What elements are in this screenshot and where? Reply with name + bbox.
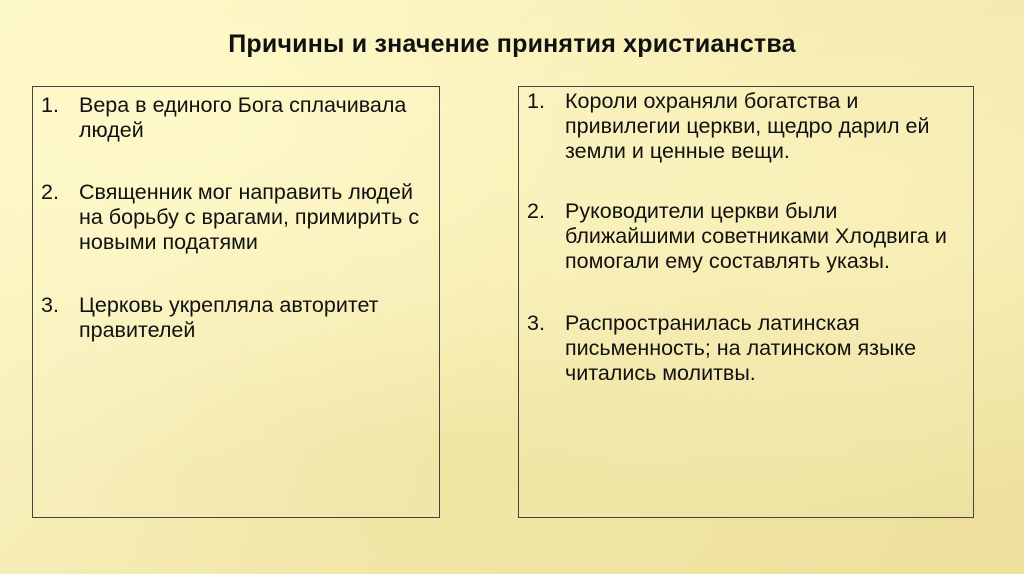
list-item — [41, 293, 433, 343]
item-text: Вера в единого Бога сплачивала людей — [79, 93, 407, 142]
item-number: 3. — [41, 293, 59, 317]
reasons-box — [32, 86, 440, 518]
list-item — [527, 311, 967, 386]
item-number: 1. — [527, 89, 545, 113]
slide-title: Причины и значение принятия христианства — [228, 30, 796, 58]
item-number: 3. — [527, 311, 545, 335]
item-text: Распространилась латинская письменность; на латинском языке читались молитвы. — [565, 311, 917, 385]
item-number: 2. — [527, 199, 545, 223]
item-number: 2. — [41, 180, 59, 204]
reasons-list — [41, 93, 433, 343]
list-item — [527, 89, 967, 164]
list-item — [41, 93, 433, 143]
item-text: Короли охраняли богатства и привилегии церкви, щедро дарил ей земли и ценные вещи. — [565, 89, 930, 163]
item-text: Церковь укрепляла авторитет правителей — [79, 293, 379, 342]
list-item — [527, 199, 967, 274]
item-number: 1. — [41, 93, 59, 117]
item-text: Священник мог направить людей на борьбу с врагами, примирить с новыми податями — [79, 180, 420, 254]
significance-box — [518, 86, 974, 518]
significance-list — [527, 89, 967, 386]
item-text: Руководители церкви были ближайшими советниками Хлодвига и помогали ему составлять указы. — [565, 199, 947, 273]
list-item — [41, 180, 433, 255]
